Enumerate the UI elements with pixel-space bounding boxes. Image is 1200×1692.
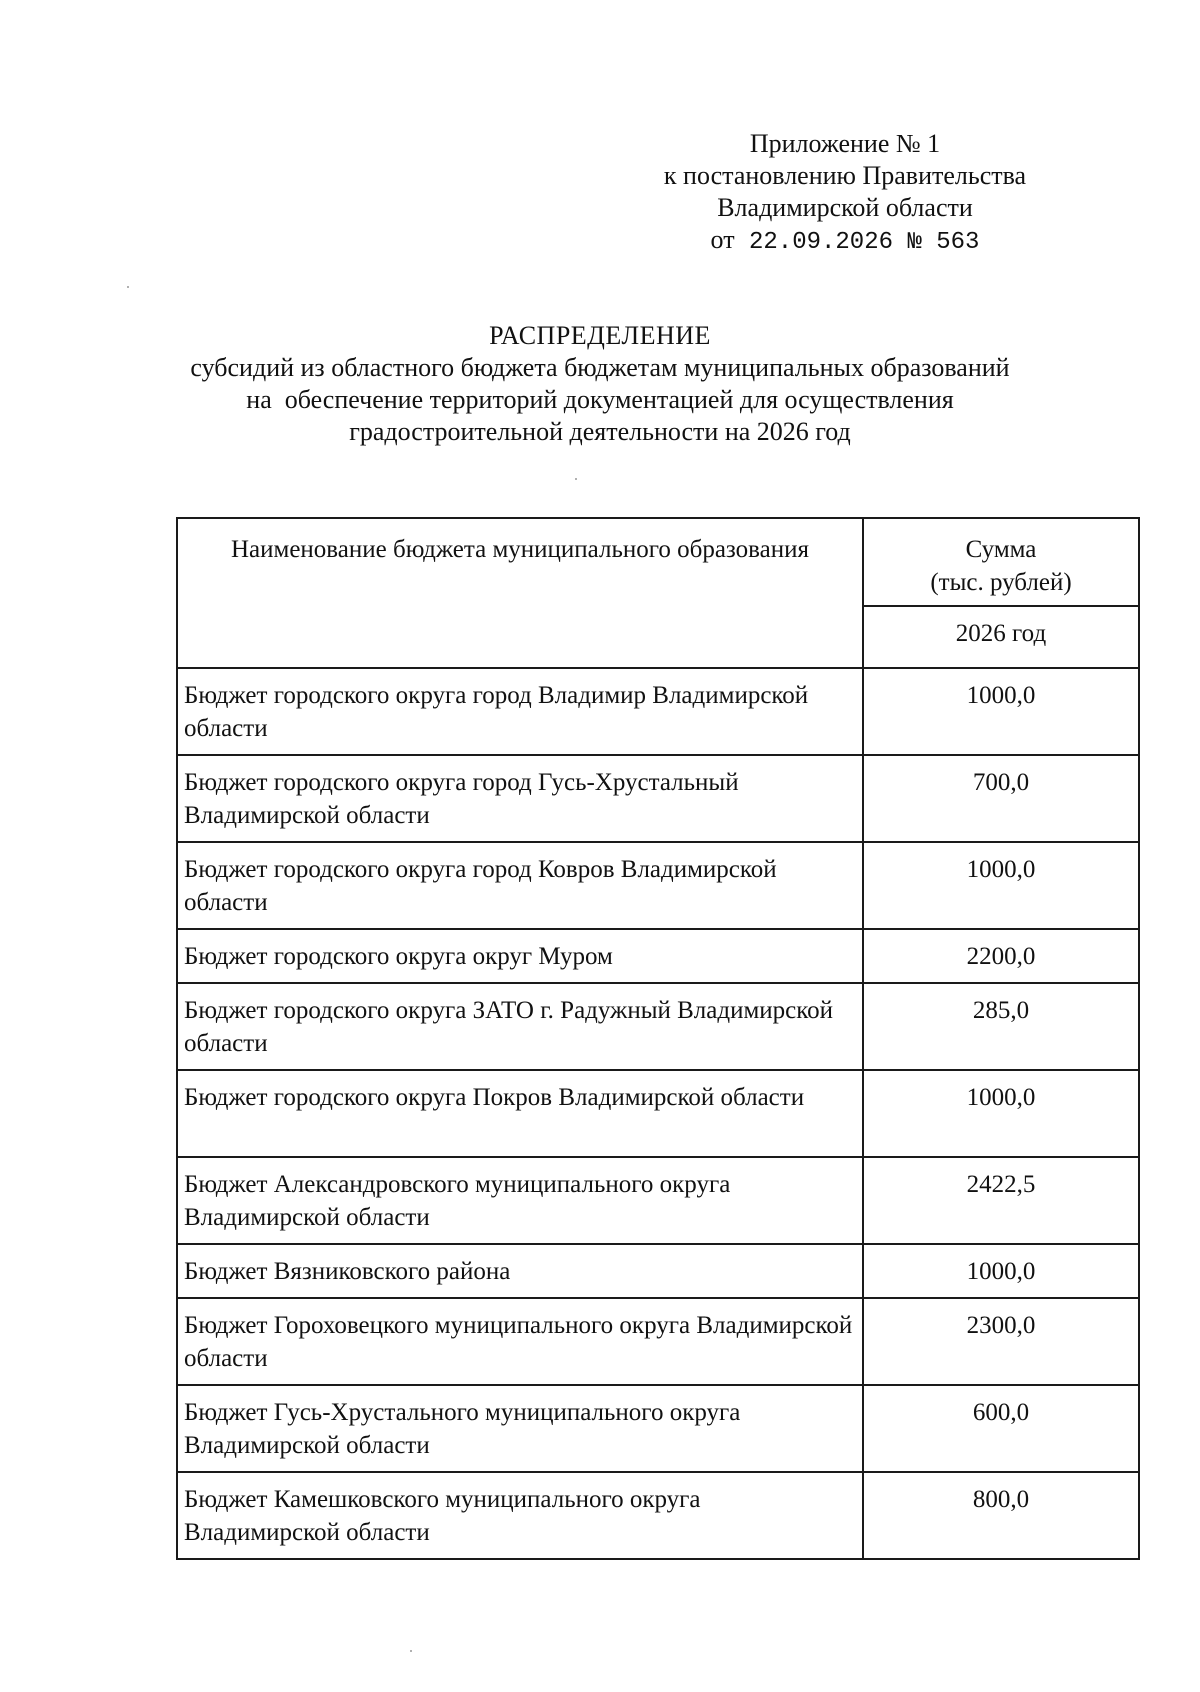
title-heading: РАСПРЕДЕЛЕНИЕ xyxy=(489,321,711,350)
title-line-1: субсидий из областного бюджета бюджетам муниципальных образований xyxy=(190,353,1010,382)
row-value: 1000,0 xyxy=(863,1244,1139,1298)
row-name: Бюджет Камешковского муниципального округа Владимирской области xyxy=(177,1472,863,1559)
row-name: Бюджет городского округа Покров Владимирской области xyxy=(177,1070,863,1157)
title-line-2: на обеспечение территорий документацией для осуществления xyxy=(246,385,954,414)
header-sum-line-2: (тыс. рублей) xyxy=(930,569,1072,596)
table-row xyxy=(177,842,1139,929)
table-row xyxy=(177,983,1139,1070)
header-year: 2026 год xyxy=(863,606,1139,668)
row-name: Бюджет Гусь-Хрустального муниципального округа Владимирской области xyxy=(177,1385,863,1472)
table-row xyxy=(177,1157,1139,1244)
appendix-header xyxy=(620,128,1070,259)
table-row xyxy=(177,1385,1139,1472)
row-value: 2300,0 xyxy=(863,1298,1139,1385)
row-name: Бюджет городского округа ЗАТО г. Радужный Владимирской области xyxy=(177,983,863,1070)
header-sum-line-1: Сумма xyxy=(965,536,1037,563)
header-name: Наименование бюджета муниципального образования xyxy=(177,518,863,668)
table-row xyxy=(177,1070,1139,1157)
scan-speck xyxy=(127,286,129,288)
appendix-line-2: к постановлению Правительства xyxy=(663,161,1027,190)
row-value: 700,0 xyxy=(863,755,1139,842)
row-value: 800,0 xyxy=(863,1472,1139,1559)
row-value: 2200,0 xyxy=(863,929,1139,983)
table-row xyxy=(177,755,1139,842)
row-name: Бюджет Александровского муниципального округа Владимирской области xyxy=(177,1157,863,1244)
scan-speck xyxy=(410,1650,412,1652)
appendix-date-line xyxy=(620,224,1070,259)
number-prefix: № xyxy=(907,229,922,256)
table-row xyxy=(177,1244,1139,1298)
header-sum xyxy=(863,518,1139,606)
table-row xyxy=(177,929,1139,983)
decree-date: 22.09.2026 xyxy=(748,229,894,256)
document-title xyxy=(150,320,1050,448)
row-name: Бюджет Вязниковского района xyxy=(177,1244,863,1298)
row-name: Бюджет городского округа округ Муром xyxy=(177,929,863,983)
row-name: Бюджет городского округа город Гусь-Хрустальный Владимирской области xyxy=(177,755,863,842)
table-row xyxy=(177,1298,1139,1385)
scan-speck xyxy=(575,478,577,480)
row-value: 1000,0 xyxy=(863,668,1139,755)
row-value: 1000,0 xyxy=(863,1070,1139,1157)
appendix-line-1: Приложение № 1 xyxy=(749,129,941,158)
row-name: Бюджет городского округа город Ковров Владимирской области xyxy=(177,842,863,929)
row-value: 1000,0 xyxy=(863,842,1139,929)
row-value: 600,0 xyxy=(863,1385,1139,1472)
row-value: 2422,5 xyxy=(863,1157,1139,1244)
date-prefix: от xyxy=(710,225,735,254)
appendix-line-3: Владимирской области xyxy=(717,193,973,222)
distribution-table xyxy=(176,517,1140,1560)
table-row xyxy=(177,668,1139,755)
title-line-3: градостроительной деятельности на 2026 год xyxy=(349,417,851,446)
row-value: 285,0 xyxy=(863,983,1139,1070)
row-name: Бюджет городского округа город Владимир Владимирской области xyxy=(177,668,863,755)
decree-number: 563 xyxy=(936,229,980,256)
table-row xyxy=(177,1472,1139,1559)
row-name: Бюджет Гороховецкого муниципального округа Владимирской области xyxy=(177,1298,863,1385)
